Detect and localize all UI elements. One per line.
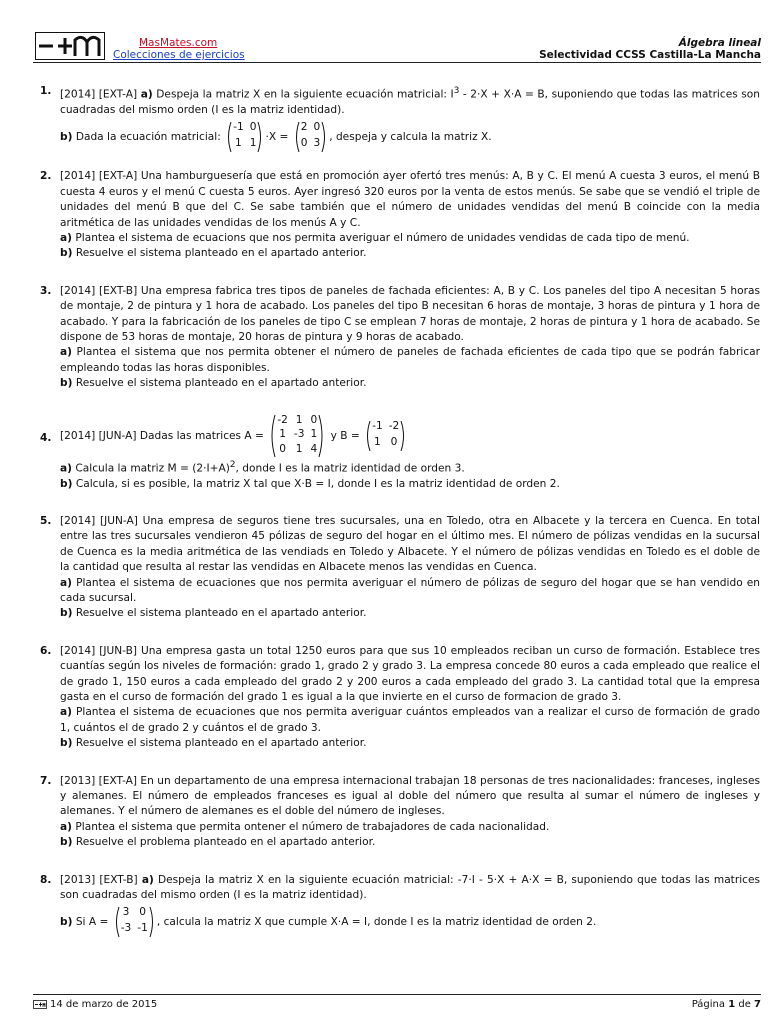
part-b-text-cont: , despeja y calcula la matriz X. [329, 131, 492, 144]
matrix-a [114, 906, 155, 938]
footer-date: 14 de marzo de 2015 [50, 999, 158, 1010]
part-b-label: b) [60, 247, 73, 260]
matrix-cell: 1 [310, 428, 318, 441]
exercise-number: 5. [40, 514, 52, 527]
exercise-statement: [2014] [JUN-B] Una empresa gasta un total 1250 euros para que sus 10 empleados reciban un curso de formación. Establece tres cuantías según los niveles de formación: grado 1, grado 2 y grado 3. La empresa concede 80 euros a cada empleado que realice el de grado 1, 150 euros a cada empleado del grado 2 y 200 euros a cada empleado del grado 3. La cantidad total que la empresa gasta en el curso de formación del grado 1 es igual a la que invierte en el curso de formacion de grado 3. [60, 644, 760, 704]
part-a-label: a) [60, 346, 72, 359]
exercise-number: 1. [40, 85, 52, 97]
page-number: 1 [728, 999, 736, 1010]
part-a-text-cont: , donde I es la matriz identidad de orden 3. [235, 462, 465, 475]
part-b-label: b) [60, 836, 73, 849]
page-header [33, 32, 761, 63]
part-b-label: b) [60, 131, 73, 144]
part-b-text: Resuelve el sistema planteado en el apartado anterior. [75, 737, 367, 750]
matrix-a [269, 414, 325, 458]
exercise-statement: [2013] [EXT-A] En un departamento de una empresa internacional trabajan 18 personas de tres nacionalidades: franceses, ingleses y alemanes. El número de empleados franceses es igual al doble del número que resulta al sumar el número de ingleses y alemanes. Y el número de alemanes es el doble del número de ingleses. [60, 774, 760, 818]
statement-connector: y B = [327, 429, 360, 442]
part-a-text: Plantea el sistema de ecuaciones que nos permita averiguar el número de pólizas de seguro del hogar que se han vendido en cada sucursal. [60, 576, 760, 604]
part-b-label: b) [60, 607, 73, 620]
part-a-text: Plantea el sistema que nos permita obtener el número de paneles de fachada eficientes de cada tipo que se podrán fabricar empleando todas las horas disponibles. [60, 346, 760, 374]
exercise-number: 7. [40, 774, 52, 787]
exercise-list [40, 84, 760, 954]
part-a-label: a) [60, 576, 72, 589]
matrix-cell: 0 [249, 121, 257, 134]
part-a-text: Despeja la matriz X en la siguiente ecuación matricial: I [156, 88, 454, 101]
matrix-cell: 4 [310, 442, 318, 455]
matrix-cell: 2 [300, 121, 308, 134]
part-b-text: Si A = [75, 915, 109, 928]
matrix-cell: 1 [295, 413, 303, 426]
exercise-statement: [2014] [EXT-B] Una empresa fabrica tres tipos de paneles de fachada eficientes: A, B y C. Los paneles del tipo A necesitan 5 horas de montaje, 2 de pintura y 1 hora de acabado. Los paneles del tipo B necesitan 6 horas de montaje, 3 horas de pintura y 1 hora de acabado. Y para la fabricación de los paneles de tipo C se emplean 7 horas de montaje, 2 horas de pintura y 1 hora de acabado. Se dispone de 53 horas de montaje, 20 horas de pintura y 9 horas de acabado. [60, 284, 760, 343]
part-b-label: b) [60, 477, 73, 490]
site-name-link[interactable]: MasMates.com [139, 37, 218, 49]
part-b-label: b) [60, 377, 73, 390]
exercise-7 [40, 774, 760, 851]
masmates-logo-icon [35, 32, 105, 60]
part-a-label: a) [60, 231, 72, 244]
matrix-cell: -1 [233, 121, 244, 134]
masmates-mini-logo-icon [33, 1000, 47, 1009]
part-a-text: Plantea el sistema de ecuacions que nos permita averiguar el número de unidades vendidas de cada tipo de menú. [75, 231, 690, 244]
exercise-4 [40, 414, 760, 492]
matrix-cell: 0 [313, 121, 321, 134]
part-b-text-cont: , calcula la matriz X que cumple X·A = I, donde I es la matriz identidad de orden 2. [156, 915, 597, 928]
part-b-text: Resuelve el sistema planteado en el apartado anterior. [75, 377, 367, 390]
part-a-text: Plantea el sistema que permita ontener el número de trabajadores de cada nacionalidad. [75, 820, 550, 833]
exercise-statement: [2014] [JUN-A] Una empresa de seguros tiene tres sucursales, una en Toledo, otra en Albacete y la tercera en Cuenca. En total entre las tres sucursales vendieron 45 pólizas de seguro del hogar en el último mes. El número de pólizas vendidas en la sucursal de Cuenca es la media aritmética de las vendiads en Toledo y Albacete. Y el número de pólizas vendidas en Toledo es el doble de la cantidad que resulta al restar las vendidas en Albacete menos las vendidas en Cuenca. [60, 514, 760, 574]
part-b-text: Resuelve el sistema planteado en el apartado anterior. [75, 247, 367, 260]
exercise-2 [40, 169, 760, 261]
matrix-cell: 0 [310, 413, 318, 426]
part-a-text-cont: - 2·X + X·A = B, suponiendo que todas las matrices son cuadradas del mismo orden (I es la matriz identidad). [60, 88, 760, 116]
matrix-cell: 0 [279, 442, 286, 455]
matrix-cell: 3 [313, 137, 321, 150]
exercise-number: 4. [40, 431, 52, 444]
exponent: 2 [229, 459, 236, 470]
part-a-label: a) [60, 462, 72, 475]
matrix-cell: -3 [293, 428, 305, 441]
exercise-6 [40, 644, 760, 752]
document-subtitle: Selectividad CCSS Castilla-La Mancha [539, 49, 761, 61]
part-a-text: Despeja la matriz X en la siguiente ecuación matricial: -7·I - 5·X + A·X = B, suponiendo que todas las matrices son cuadradas del mismo orden (I es la matriz identidad). [60, 873, 760, 902]
matrix-cell: -1 [372, 419, 383, 432]
matrix-cell: 1 [295, 442, 303, 455]
matrix-cell: 3 [122, 905, 130, 918]
matrix-cell: -1 [137, 921, 148, 934]
page-label: Página [691, 999, 729, 1010]
exponent: 3 [453, 86, 460, 96]
exercise-1 [40, 84, 760, 153]
part-a-text: Calcula la matriz M = (2·I+A) [75, 462, 230, 475]
matrix-cell: -3 [120, 921, 132, 934]
exercise-8 [40, 873, 760, 938]
matrix-cell: -2 [388, 419, 400, 432]
matrix-cell: 0 [300, 137, 308, 150]
matrix-equation-right [294, 121, 328, 153]
part-b-text: Calcula, si es posible, la matriz X tal que X·B = I, donde I es la matriz identidad de orden 2. [75, 477, 560, 490]
matrix-cell: 1 [374, 435, 381, 448]
part-b-operator: ·X = [265, 131, 289, 144]
exercise-number: 2. [40, 170, 52, 183]
part-a-label: a) [141, 873, 154, 886]
part-b-text: Resuelve el problema planteado en el apartado anterior. [75, 836, 376, 849]
document-title: Álgebra lineal [678, 37, 761, 49]
page-total: 7 [754, 999, 761, 1010]
exercise-statement: [2014] [EXT-A] Una hamburguesería que está en promoción ayer ofertó tres menús: A, B y C. El menú A cuesta 3 euros, el menú B cuesta 4 euros y el menú C cuesta 5 euros. Ayer ingresó 320 euros por la venta de estos menús. Se sabe que se vendió el triple de unidades del menú B que del C. Se sabe también que el número de unidades vendidas del menú B coincide con la media aritmética de las unidades vendidas de los menús A y C. [60, 170, 760, 229]
page-indicator [692, 999, 761, 1010]
page-separator: de [735, 999, 755, 1010]
matrix-cell: 0 [390, 435, 398, 448]
part-b-label: b) [60, 915, 73, 928]
part-a-label: a) [140, 88, 153, 101]
site-subtitle-link[interactable]: Colecciones de ejercicios [113, 49, 245, 61]
exercise-tag: [2014] [EXT-A] [60, 88, 138, 101]
part-a-text: Plantea el sistema de ecuaciones que nos permita averiguar cuántos empleados van a realizar el curso de formación de grado 1, cuántos el de grado 2 y cuántos el de grado 3. [60, 706, 761, 734]
matrix-cell: 1 [249, 137, 257, 150]
exercise-number: 6. [40, 644, 52, 657]
part-a-label: a) [60, 706, 72, 719]
part-b-label: b) [60, 737, 73, 750]
exercise-number: 8. [40, 873, 52, 886]
matrix-cell: 1 [235, 137, 242, 150]
exercise-number: 3. [40, 284, 52, 297]
matrix-equation-left [226, 121, 263, 153]
part-a-label: a) [60, 820, 72, 833]
exercise-statement: [2014] [JUN-A] Dadas las matrices A = [60, 429, 264, 442]
part-b-text: Dada la ecuación matricial: [75, 131, 221, 144]
exercise-tag: [2013] [EXT-B] [60, 873, 138, 886]
matrix-cell: -2 [277, 413, 288, 426]
matrix-b [365, 420, 406, 452]
page-footer [33, 994, 761, 1013]
exercise-5 [40, 514, 760, 622]
exercise-3 [40, 284, 760, 392]
part-b-text: Resuelve el sistema planteado en el apartado anterior. [75, 607, 367, 620]
matrix-cell: 0 [139, 905, 146, 918]
matrix-cell: 1 [279, 428, 286, 441]
